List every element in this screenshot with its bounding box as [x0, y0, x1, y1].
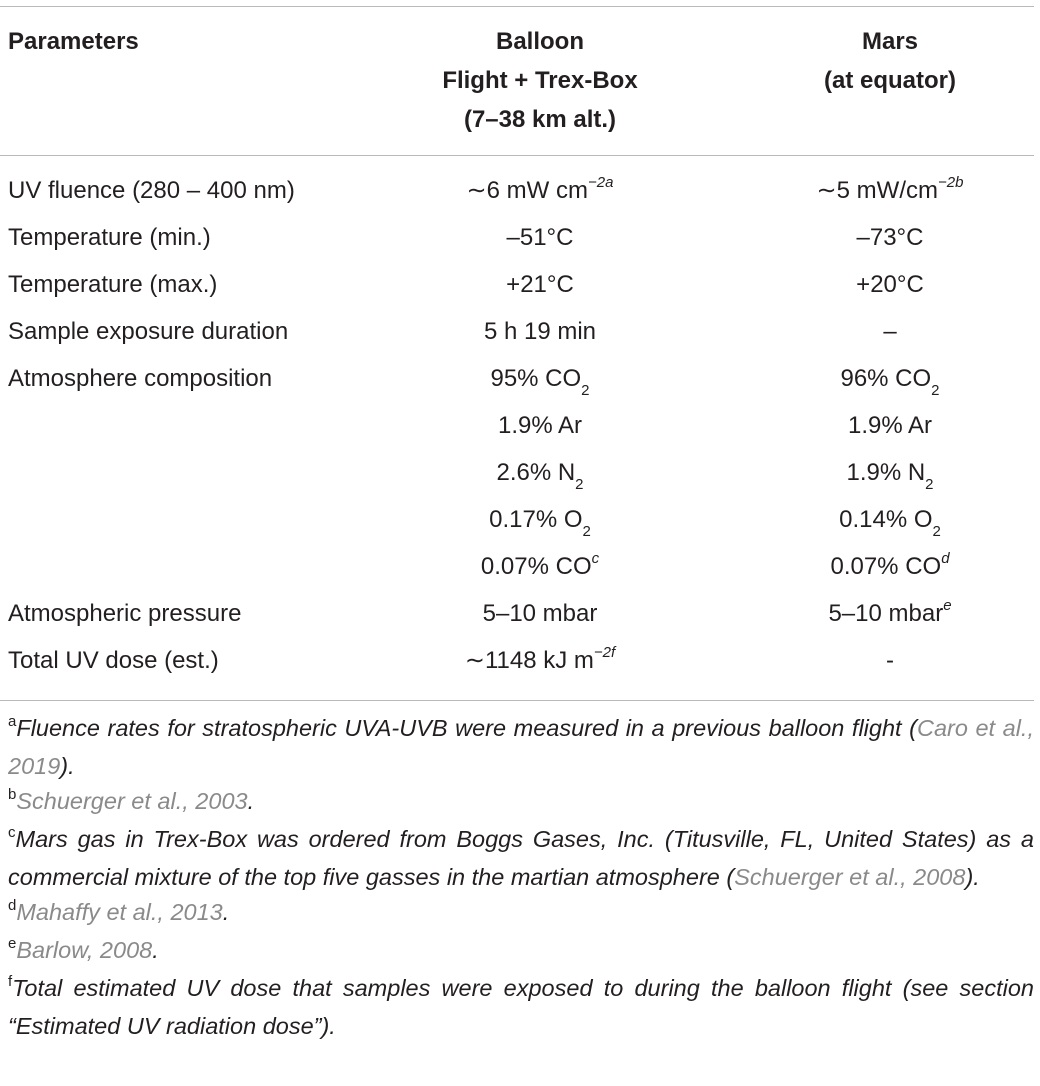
param-cell: Temperature (max.) — [8, 271, 218, 298]
citation-link[interactable]: Schuerger et al., 2003 — [16, 788, 248, 814]
mars-cell: 5–10 mbar$^e$ — [828, 597, 952, 627]
mars-cell: –73°C — [856, 224, 924, 251]
table-row — [0, 214, 1040, 261]
mars-cell: - — [886, 647, 894, 674]
table-row — [0, 449, 1040, 496]
table-row — [0, 308, 1040, 355]
mars-cell: 1.9% Ar — [847, 412, 933, 439]
table-row — [0, 590, 1040, 637]
param-cell: Temperature (min.) — [8, 224, 211, 251]
mars-cell: – — [883, 318, 897, 345]
balloon-cell: 0.17% $O_2$ — [489, 506, 591, 540]
table-row — [0, 637, 1040, 684]
balloon-cell: ∼6 mW $cm^{-2a}$ — [466, 174, 614, 204]
header-balloon-line: (7–38 km alt.) — [463, 106, 617, 133]
footnote-b: $^b$Schuerger et al., 2003. — [8, 786, 255, 814]
header-mars — [740, 22, 1040, 100]
balloon-cell: 2.6% $N_2$ — [496, 459, 584, 493]
citation-link[interactable]: Mahaffy et al., 2013 — [16, 899, 223, 925]
balloon-cell: 95% $CO_2$ — [490, 365, 590, 399]
citation-link[interactable]: Caro et al., 2019 — [8, 715, 1034, 779]
table-row — [0, 496, 1040, 543]
balloon-cell: ∼1148 kJ $m^{-2f}$ — [464, 644, 616, 674]
header-parameters: Parameters — [8, 28, 139, 55]
table-footnotes — [8, 711, 1034, 1044]
table-row — [0, 261, 1040, 308]
table-row — [0, 402, 1040, 449]
balloon-cell: 5–10 mbar — [482, 600, 598, 627]
table-row — [0, 355, 1040, 402]
footnote-e: $^e$Barlow, 2008. — [8, 935, 159, 963]
header-balloon — [390, 22, 690, 139]
table-top-rule — [0, 6, 1034, 7]
mars-cell: 1.9% $N_2$ — [846, 459, 934, 493]
balloon-cell: 5 h 19 min — [483, 318, 597, 345]
header-balloon-line: Balloon — [496, 28, 584, 55]
footnote-d: $^d$Mahaffy et al., 2013. — [8, 897, 230, 925]
balloon-cell: –51°C — [506, 224, 574, 251]
header-rule — [0, 155, 1034, 156]
param-cell: Total UV dose (est.) — [8, 647, 219, 674]
table-bottom-rule — [0, 700, 1034, 701]
mars-cell: +20°C — [856, 271, 924, 298]
mars-cell: 0.07% $CO^d$ — [830, 550, 950, 580]
mars-cell: ∼5 $mW/cm^{-2b}$ — [816, 174, 964, 204]
table-row — [0, 543, 1040, 590]
header-mars-line: (at equator) — [824, 67, 956, 94]
param-cell: Atmosphere composition — [8, 365, 273, 392]
balloon-cell: 1.9% Ar — [497, 412, 583, 439]
header-mars-line: Mars — [861, 28, 919, 55]
footnote-a: $^a$Fluence rates for stratospheric UVA-UVB were measured in a previous balloon flight (Caro et al., 2019). — [8, 713, 1034, 779]
param-cell: Atmospheric pressure — [8, 600, 242, 627]
balloon-cell: 0.07% $CO^c$ — [480, 550, 600, 580]
param-cell: UV fluence (280 – 400 nm) — [8, 177, 295, 204]
balloon-cell: +21°C — [506, 271, 574, 298]
table-row — [0, 167, 1040, 214]
footnote-c: $^c$Mars gas in Trex-Box was ordered from Boggs Gases, Inc. (Titusville, FL, United States) as a commercial mixture of the top five gasses in the martian atmosphere (Schuerger et al., 2008). — [8, 824, 1034, 890]
header-balloon-line: Flight + Trex-Box — [442, 67, 638, 94]
citation-link[interactable]: Schuerger et al., 2008 — [734, 864, 966, 890]
mars-cell: 96% $CO_2$ — [840, 365, 940, 399]
footnote-f: $^f$Total estimated UV dose that samples were exposed to during the balloon flight (see section “Estimated UV radiation dose”). — [8, 973, 1034, 1039]
param-cell: Sample exposure duration — [8, 318, 289, 345]
citation-link[interactable]: Barlow, 2008 — [16, 937, 153, 963]
mars-cell: 0.14% $O_2$ — [839, 506, 941, 540]
